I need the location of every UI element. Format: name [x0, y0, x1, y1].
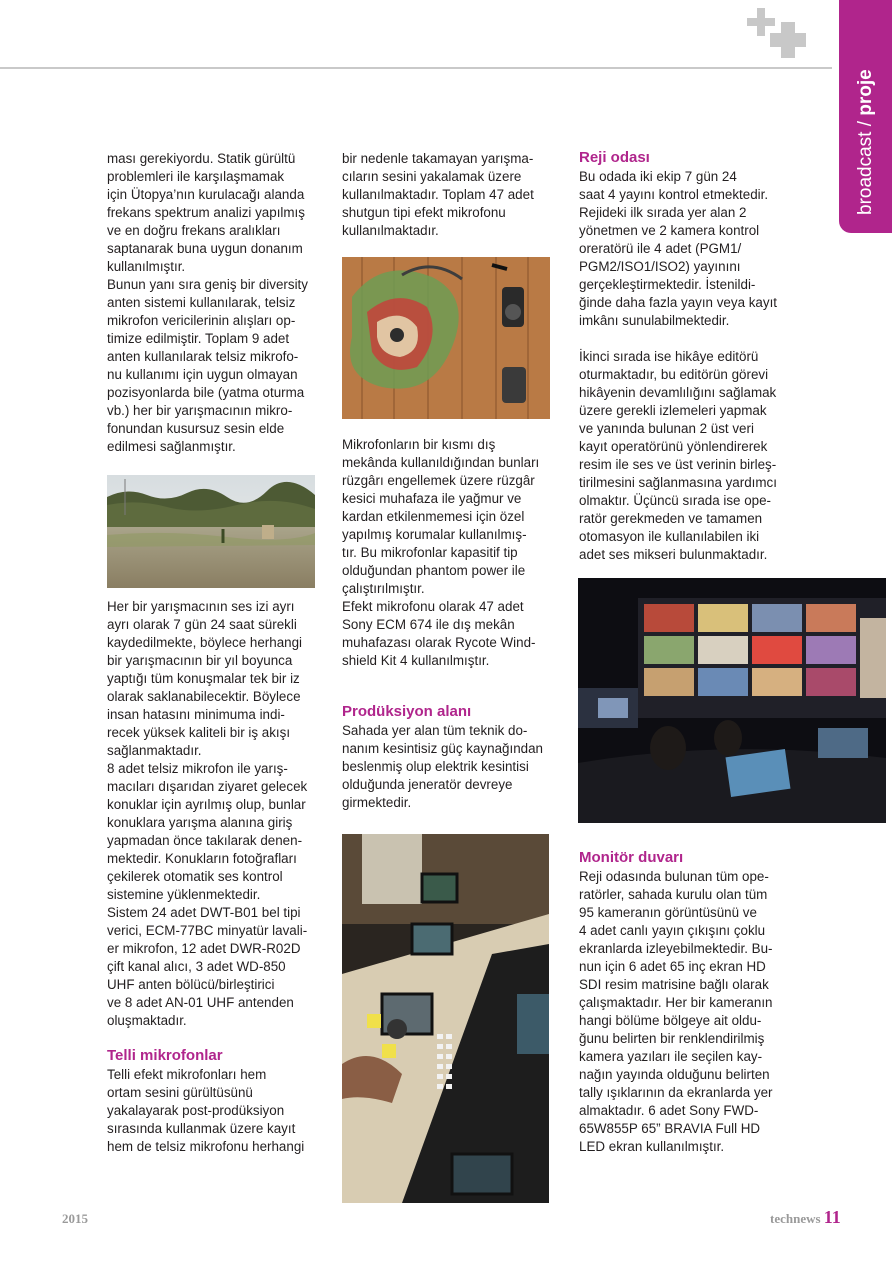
- paragraph: Her bir yarışmacının ses izi ayrı ayrı olarak 7 gün 24 saat sürekli kaydedilmekte, böylece herhangi bir yarışmacının bir yıl boyunca yaptığı tüm konuşmalar tek bir iz olarak saklanabilecektir. Böylece insan hatasını minimuma indi- recek yüksek kaliteli bir iş akışı sağlanmaktadır. 8 adet telsiz mikrofon ile yarış- macıları dışarıdan ziyaret gelecek konuklar için ayrılmış olup, bunlar konuklara yarışma alanına giriş yapmadan önce takılarak denen- mektedir. Konukların fotoğrafları çekilerek otomatik ses kontrol sistemine yüklenmektedir. Sistem 24 adet DWT-B01 bel tipi verici, ECM-77BC minyatür lavali- er mikrofon, 12 adet DWR-R02D çift kanal alıcı, 3 adet WD-850 UHF anten bölücü/birleştirici ve 8 adet AN-01 UHF antenden oluşmaktadır.: [107, 599, 308, 1028]
- footer-year: 2015: [62, 1211, 88, 1226]
- subsection-name: proje: [855, 69, 876, 116]
- section-name: broadcast: [855, 131, 876, 215]
- paragraph: Telli efekt mikrofonları hem ortam sesini gürültüsünü yakalayarak post-prodüksiyon sırasında kullanmak üzere kayıt hem de telsiz mikrofonu herhangi: [107, 1067, 305, 1154]
- paragraph: Bu odada iki ekip 7 gün 24 saat 4 yayını kontrol etmektedir. Rejideki ilk sırada yer alan 2 yönetmen ve 2 kamera kontrol oreratörü ile 4 adet (PGM1/ PGM2/ISO1/ISO2) yayınını gerçekleştirmektedir. İstenildi- ğinde daha fazla yayın veya kayıt imkânı sunulabilmektedir.: [579, 169, 778, 328]
- footer-brand: [770, 1207, 841, 1228]
- paragraph: Reji odasında bulunan tüm ope- ratörler, sahada kurulu olan tüm 95 kameranın görüntüsünü ve 4 adet canlı yayın çıkışını çoklu ekranlarda izleyebilmektedir. Bu- nun için 6 adet 65 inç ekran HD SDI resim matrisine bağlı olarak çalışmaktadır. Her bir kameranın hangi bölüme bölgeye ait oldu- ğunu belirten bir renklendirilmiş kamera yazıları ile seçilen kay- nağın yayında olduğunu belirten tally ışıklarının da ekranlarda yer almaktadır. 6 adet Sony FWD- 65W855P 65” BRAVIA Full HD LED ekran kullanılmıştır.: [579, 869, 773, 1154]
- section-heading: Telli mikrofonlar: [107, 1047, 223, 1064]
- column-1: [107, 150, 322, 456]
- section-heading: Reji odası: [579, 149, 650, 166]
- control-room-photo: [578, 578, 886, 823]
- column-3-continued: [579, 848, 794, 1156]
- production-console-photo: [342, 834, 549, 1203]
- column-2-continued: [342, 436, 557, 812]
- section-tab-label: broadcast / proje: [855, 69, 876, 215]
- paragraph: Mikrofonların bir kısmı dış mekânda kullanıldığından bunları rüzgârı engellemek üzere rüzgâr kesici muhafaza ile yağmur ve kardan etkilenmemesi için özel yapılmış korumalar kullanılmış- tır. Bu mikrofonlar kapasitif tip olduğundan phantom power ile çalıştırılmıştır. Efekt mikrofonu olarak 47 adet Sony ECM 674 ile dış mekân muhafazası olarak Rycote Wind- shield Kit 4 kullanılmıştır.: [342, 437, 540, 668]
- field-photo: [107, 475, 315, 588]
- column-1-continued: [107, 598, 322, 1156]
- section-heading: Monitör duvarı: [579, 849, 684, 866]
- paragraph: bir nedenle takamayan yarışma- cıların sesini yakalamak üzere kullanılmaktadır. Toplam 47 adet shutgun tipi efekt mikrofonu kullanılmaktadır.: [342, 151, 534, 238]
- column-2: [342, 150, 557, 240]
- page-number: 11: [823, 1207, 841, 1227]
- column-3: [579, 148, 794, 564]
- section-heading: Prodüksiyon alanı: [342, 703, 472, 720]
- paragraph: ması gerekiyordu. Statik gürültü problemleri ile karşılaşmamak için Ütopya’nın kurulacağı alanda frekans spektrum analizi yapılmış ve en doğru frekans aralıkları saptanarak buna uygun donanım kullanılmıştır. Bunun yanı sıra geniş bir diversity anten sistemi kullanılarak, telsiz mikrofon vericilerinin alışları op- timize edilmiştir. Toplam 9 adet anten kullanılarak telsiz mikrofo- nu kullanımı için uygun olmayan pozisyonlarda bile (yatma oturma vb.) her bir yarışmacının mikro- fonundan kusursuz sesin elde edilmesi sağlanmıştır.: [107, 151, 308, 454]
- brand-name: technews: [770, 1211, 821, 1226]
- header-rule: [0, 67, 832, 69]
- paragraph: Sahada yer alan tüm teknik do- nanım kesintisiz güç kaynağından beslenmiş olup elektrik kesintisi olduğunda jeneratör devreye girmektedir.: [342, 723, 543, 810]
- paragraph: İkinci sırada ise hikâye editörü oturmaktadır, bu editörün görevi hikâyenin devamlılığını sağlamak üzere gerekli izlemeleri yapmak ve yanında bulunan 2 üst veri kayıt operatörünü yönlendirerek resim ile ses ve üst verinin birleş- tirilmesini sağlanmasına yardımcı olmaktır. Üçüncü sırada ise ope- ratör gerekmeden ve tamamen otomasyon ile kullanılabilen iki adet ses mikseri bulunmaktadır.: [579, 349, 777, 562]
- microphone-photo: [342, 257, 550, 419]
